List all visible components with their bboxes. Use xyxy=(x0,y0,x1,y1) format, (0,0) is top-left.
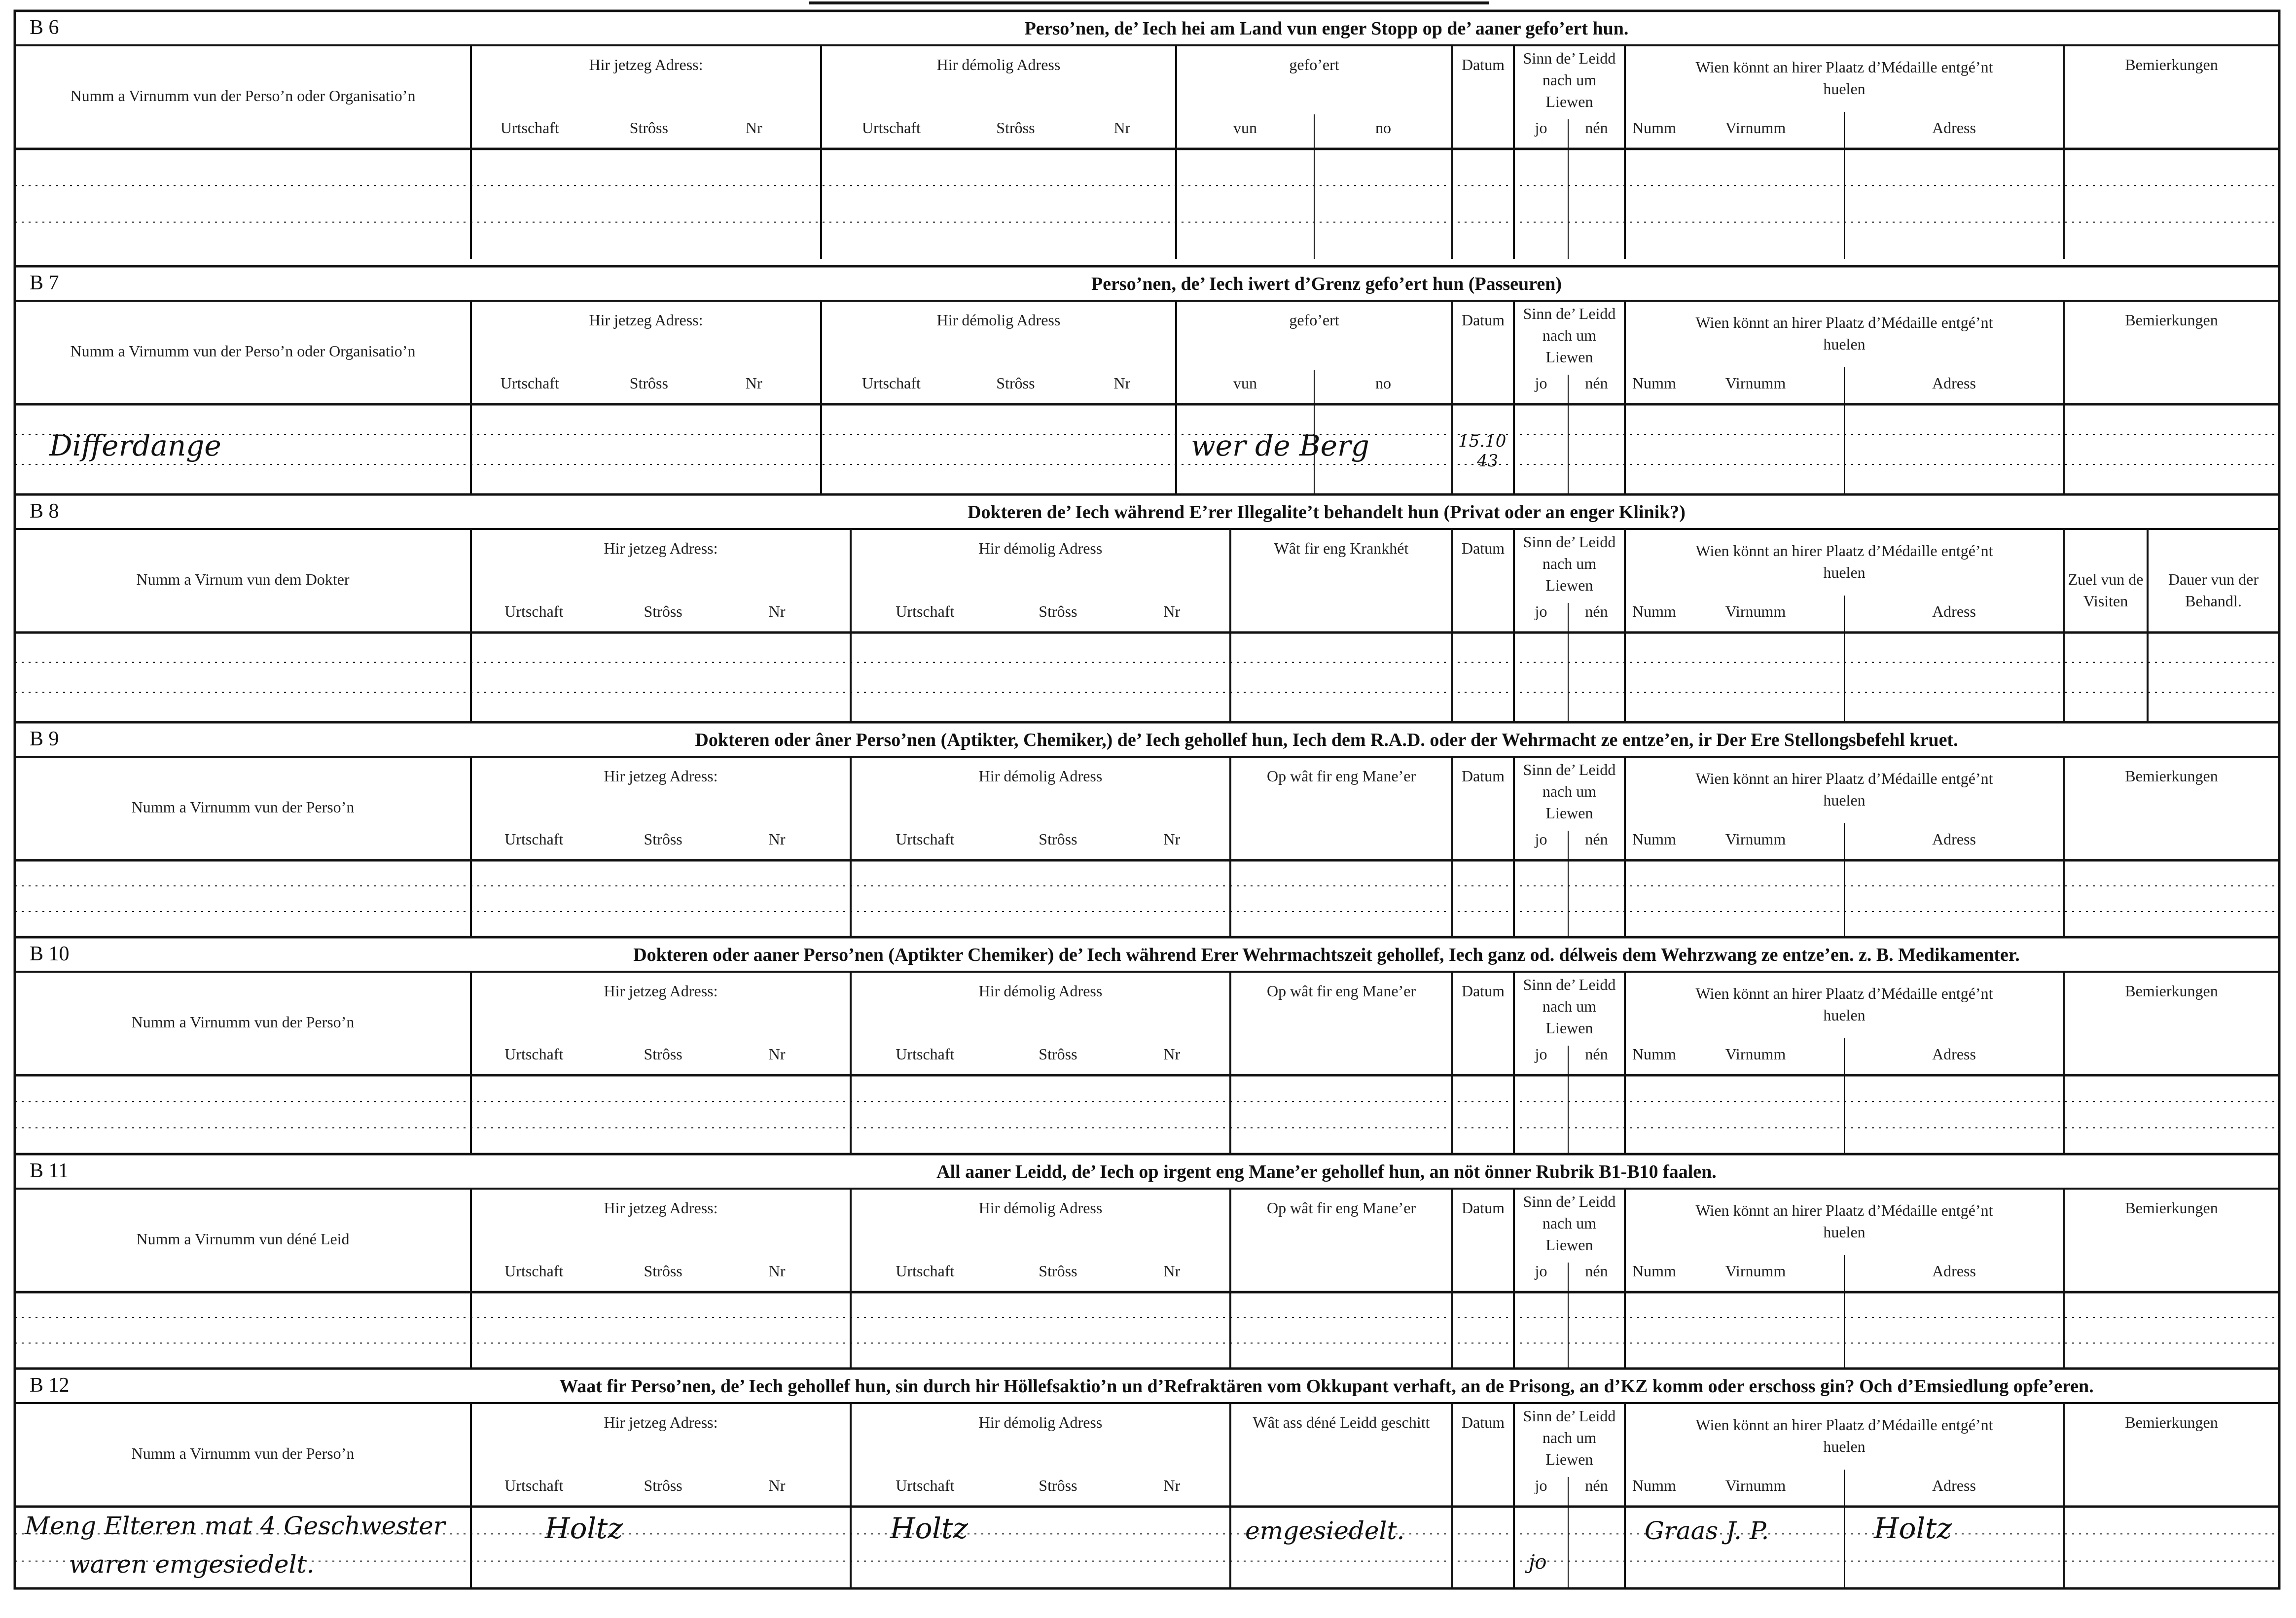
section-id: B 7 xyxy=(30,272,59,294)
town-subheader: Urtschaft xyxy=(504,1045,564,1063)
street-subheader: Strôss xyxy=(1039,1477,1077,1494)
town-subheader: Urtschaft xyxy=(896,830,955,848)
alive-no-subheader: nén xyxy=(1585,1045,1608,1063)
number-subheader: Nr xyxy=(1163,1045,1181,1063)
medal-address-subheader: Adress xyxy=(1932,1477,1976,1494)
alive-yes-subheader: jo xyxy=(1535,830,1547,848)
town-subheader: Urtschaft xyxy=(504,602,564,620)
handwritten-current-town: Holtz xyxy=(545,1512,623,1545)
medal-name-subheader: Numm xyxy=(1632,374,1676,392)
street-subheader: Strôss xyxy=(644,602,682,620)
handwritten-medal-name: Graas J. P. xyxy=(1645,1516,1769,1545)
medal-name-subheader: Numm xyxy=(1632,1477,1676,1494)
visits-header: Zuel vun de Visiten xyxy=(2068,570,2144,610)
medal-name-subheader: Numm xyxy=(1632,1262,1676,1280)
town-subheader: Urtschaft xyxy=(500,374,559,392)
medal-address-subheader: Adress xyxy=(1932,1262,1976,1280)
medal-firstname-subheader: Virnumm xyxy=(1725,119,1786,137)
section-title: Perso’nen, de’ Iech iwert d’Grenz gefo’ert hun (Passeuren) xyxy=(1091,274,1562,294)
medal-recipient-header: Wien könnt an hirer Plaatz d’Médaille entgé’nt huelen xyxy=(1695,1416,1993,1455)
street-subheader: Strôss xyxy=(629,119,668,137)
section-title: Waat fir Perso’nen, de’ Iech gehollef hun, sin durch hir Höllefsaktio’n un d’Refraktären vom Okkupant verhaft, an de Prisong, an d’KZ komm oder erschoss gin? Och d’Emsiedlung opfe’eren. xyxy=(559,1376,2094,1397)
street-subheader: Strôss xyxy=(644,1477,682,1494)
medal-recipient-header: Wien könnt an hirer Plaatz d’Médaille entgé’nt huelen xyxy=(1695,1201,1993,1241)
medal-address-subheader: Adress xyxy=(1932,374,1976,392)
name-column-header: Numm a Virnumm vun der Perso’n oder Organisatio’n xyxy=(70,87,416,105)
number-subheader: Nr xyxy=(745,374,762,392)
current-address-header: Hir jetzeg Adress: xyxy=(604,539,718,557)
handwritten-medal-address: Holtz xyxy=(1874,1512,1952,1545)
medal-firstname-subheader: Virnumm xyxy=(1725,602,1786,620)
medal-name-subheader: Numm xyxy=(1632,1045,1676,1063)
town-subheader: Urtschaft xyxy=(861,119,921,137)
former-address-header: Hir démolig Adress xyxy=(978,767,1103,785)
street-subheader: Strôss xyxy=(996,119,1035,137)
alive-no-subheader: nén xyxy=(1585,602,1608,620)
medal-name-subheader: Numm xyxy=(1632,602,1676,620)
remarks-header: Bemierkungen xyxy=(2125,1413,2218,1431)
handwritten-former-town: Holtz xyxy=(890,1512,968,1545)
number-subheader: Nr xyxy=(768,1045,786,1063)
medal-firstname-subheader: Virnumm xyxy=(1725,374,1786,392)
alive-header: Sinn de’ Leidd nach um Liewen xyxy=(1523,533,1616,594)
medal-recipient-header: Wien könnt an hirer Plaatz d’Médaille entgé’nt huelen xyxy=(1695,314,1993,353)
medal-recipient-header: Wien könnt an hirer Plaatz d’Médaille entgé’nt huelen xyxy=(1695,770,1993,809)
alive-header: Sinn de’ Leidd nach um Liewen xyxy=(1523,49,1616,110)
number-subheader: Nr xyxy=(1163,830,1181,848)
date-header: Datum xyxy=(1461,1413,1505,1431)
alive-no-subheader: nén xyxy=(1585,374,1608,392)
street-subheader: Strôss xyxy=(644,1262,682,1280)
number-subheader: Nr xyxy=(768,602,786,620)
middle-header: Wât ass déné Leidd geschitt xyxy=(1253,1413,1430,1431)
alive-yes-subheader: jo xyxy=(1535,119,1547,137)
medal-name-subheader: Numm xyxy=(1632,830,1676,848)
date-header: Datum xyxy=(1461,767,1505,785)
alive-header: Sinn de’ Leidd nach um Liewen xyxy=(1523,761,1616,822)
street-subheader: Strôss xyxy=(644,830,682,848)
treatment-duration-header: Dauer vun der Behandl. xyxy=(2168,570,2259,610)
handwritten-route: wer de Berg xyxy=(1191,429,1369,462)
to-subheader: no xyxy=(1375,374,1391,392)
medal-recipient-header: Wien könnt an hirer Plaatz d’Médaille entgé’nt huelen xyxy=(1695,58,1993,98)
street-subheader: Strôss xyxy=(1039,1262,1077,1280)
former-address-header: Hir démolig Adress xyxy=(936,311,1061,329)
former-address-header: Hir démolig Adress xyxy=(978,982,1103,1000)
date-header: Datum xyxy=(1461,311,1505,329)
alive-header: Sinn de’ Leidd nach um Liewen xyxy=(1523,1193,1616,1254)
street-subheader: Strôss xyxy=(1039,830,1077,848)
current-address-header: Hir jetzeg Adress: xyxy=(604,1199,718,1217)
current-address-header: Hir jetzeg Adress: xyxy=(589,56,703,73)
section-title: Perso’nen, de’ Iech hei am Land vun enger Stopp op de’ aaner gefo’ert hun. xyxy=(1024,18,1629,39)
remarks-header: Bemierkungen xyxy=(2125,1199,2218,1217)
handwritten-alive-yes: jo xyxy=(1529,1551,1547,1574)
remarks-header: Bemierkungen xyxy=(2125,56,2218,73)
remarks-header: Bemierkungen xyxy=(2125,982,2218,1000)
section-id: B 8 xyxy=(30,500,59,523)
transport-header: gefo’ert xyxy=(1289,311,1339,329)
town-subheader: Urtschaft xyxy=(504,1477,564,1494)
alive-header: Sinn de’ Leidd nach um Liewen xyxy=(1523,1407,1616,1468)
section-title: Dokteren oder aaner Perso’nen (Aptikter Chemiker) de’ Iech während Erer Wehrmachtszeit gehollef, Iech ganz od. délweis dem Wehrzwang ze entze’en. z. B. Medikamenter. xyxy=(633,945,2020,965)
street-subheader: Strôss xyxy=(644,1045,682,1063)
number-subheader: Nr xyxy=(1163,1262,1181,1280)
number-subheader: Nr xyxy=(768,830,786,848)
name-column-header: Numm a Virnumm vun der Perso’n xyxy=(131,1013,355,1031)
date-header: Datum xyxy=(1461,982,1505,1000)
handwritten-date-year: 43 xyxy=(1477,451,1499,471)
town-subheader: Urtschaft xyxy=(504,830,564,848)
medal-firstname-subheader: Virnumm xyxy=(1725,1045,1786,1063)
section-title: All aaner Leidd, de’ Iech op irgent eng Mane’er gehollef hun, an nöt önner Rubrik B1-B10 faalen. xyxy=(936,1161,1717,1182)
medal-firstname-subheader: Virnumm xyxy=(1725,1477,1786,1494)
name-column-header: Numm a Virnumm vun der Perso’n oder Organisatio’n xyxy=(70,342,416,360)
to-subheader: no xyxy=(1375,119,1391,137)
alive-no-subheader: nén xyxy=(1585,1477,1608,1494)
town-subheader: Urtschaft xyxy=(500,119,559,137)
name-column-header: Numm a Virnumm vun déné Leid xyxy=(136,1230,350,1248)
handwritten-name-line-2: waren emgesiedelt. xyxy=(69,1550,315,1579)
town-subheader: Urtschaft xyxy=(861,374,921,392)
from-subheader: vun xyxy=(1233,119,1257,137)
alive-yes-subheader: jo xyxy=(1535,1045,1547,1063)
town-subheader: Urtschaft xyxy=(504,1262,564,1280)
former-address-header: Hir démolig Adress xyxy=(978,1199,1103,1217)
from-subheader: vun xyxy=(1233,374,1257,392)
medal-recipient-header: Wien könnt an hirer Plaatz d’Médaille entgé’nt huelen xyxy=(1695,985,1993,1024)
handwritten-name: Differdange xyxy=(49,429,221,462)
handwritten-name-line-1: Meng Elteren mat 4 Geschwester xyxy=(25,1512,445,1540)
alive-header: Sinn de’ Leidd nach um Liewen xyxy=(1523,305,1616,366)
section-id: B 6 xyxy=(30,16,59,39)
former-address-header: Hir démolig Adress xyxy=(978,1413,1103,1431)
date-header: Datum xyxy=(1461,1199,1505,1217)
section-id: B 11 xyxy=(30,1160,69,1182)
medal-firstname-subheader: Virnumm xyxy=(1725,830,1786,848)
current-address-header: Hir jetzeg Adress: xyxy=(589,311,703,329)
section-id: B 12 xyxy=(30,1374,70,1397)
section-title: Dokteren de’ Iech während E’rer Illegalite’t behandelt hun (Privat oder an enger Klinik?) xyxy=(968,502,1686,523)
street-subheader: Strôss xyxy=(629,374,668,392)
medal-address-subheader: Adress xyxy=(1932,830,1976,848)
current-address-header: Hir jetzeg Adress: xyxy=(604,1413,718,1431)
former-address-header: Hir démolig Adress xyxy=(978,539,1103,557)
number-subheader: Nr xyxy=(745,119,762,137)
medal-recipient-header: Wien könnt an hirer Plaatz d’Médaille entgé’nt huelen xyxy=(1695,542,1993,581)
street-subheader: Strôss xyxy=(996,374,1035,392)
handwritten-what-happened: emgesiedelt. xyxy=(1245,1516,1405,1545)
alive-yes-subheader: jo xyxy=(1535,602,1547,620)
alive-no-subheader: nén xyxy=(1585,830,1608,848)
transport-header: gefo’ert xyxy=(1289,56,1339,73)
current-address-header: Hir jetzeg Adress: xyxy=(604,767,718,785)
alive-no-subheader: nén xyxy=(1585,1262,1608,1280)
middle-header: Op wât fir eng Mane’er xyxy=(1266,982,1416,1000)
alive-yes-subheader: jo xyxy=(1535,374,1547,392)
section-id: B 9 xyxy=(30,728,59,750)
medal-name-subheader: Numm xyxy=(1632,119,1676,137)
name-column-header: Numm a Virnumm vun der Perso’n xyxy=(131,1444,355,1462)
town-subheader: Urtschaft xyxy=(896,1045,955,1063)
street-subheader: Strôss xyxy=(1039,602,1077,620)
alive-yes-subheader: jo xyxy=(1535,1262,1547,1280)
town-subheader: Urtschaft xyxy=(896,1262,955,1280)
middle-header: Op wât fir eng Mane’er xyxy=(1266,767,1416,785)
date-header: Datum xyxy=(1461,539,1505,557)
number-subheader: Nr xyxy=(1113,374,1131,392)
middle-header: Op wât fir eng Mane’er xyxy=(1266,1199,1416,1217)
alive-no-subheader: nén xyxy=(1585,119,1608,137)
current-address-header: Hir jetzeg Adress: xyxy=(604,982,718,1000)
date-header: Datum xyxy=(1461,56,1505,73)
town-subheader: Urtschaft xyxy=(896,602,955,620)
name-column-header: Numm a Virnum vun dem Dokter xyxy=(136,570,350,588)
town-subheader: Urtschaft xyxy=(896,1477,955,1494)
medal-firstname-subheader: Virnumm xyxy=(1725,1262,1786,1280)
name-column-header: Numm a Virnumm vun der Perso’n xyxy=(131,798,355,816)
handwritten-date-day: 15.10 xyxy=(1458,431,1507,451)
remarks-header: Bemierkungen xyxy=(2125,311,2218,329)
medal-address-subheader: Adress xyxy=(1932,1045,1976,1063)
alive-header: Sinn de’ Leidd nach um Liewen xyxy=(1523,976,1616,1037)
alive-yes-subheader: jo xyxy=(1535,1477,1547,1494)
number-subheader: Nr xyxy=(1113,119,1131,137)
former-address-header: Hir démolig Adress xyxy=(936,56,1061,73)
medal-address-subheader: Adress xyxy=(1932,119,1976,137)
street-subheader: Strôss xyxy=(1039,1045,1077,1063)
number-subheader: Nr xyxy=(768,1477,786,1494)
remarks-header: Bemierkungen xyxy=(2125,767,2218,785)
section-id: B 10 xyxy=(30,943,70,965)
section-title: Dokteren oder âner Perso’nen (Aptikter, Chemiker,) de’ Iech gehollef hun, Iech dem R.A.D. oder der Wehrmacht ze entze’en, ir Der Ere Stellongsbefehl kruet. xyxy=(695,730,1958,750)
number-subheader: Nr xyxy=(1163,1477,1181,1494)
middle-header: Wât fir eng Krankhét xyxy=(1274,539,1409,557)
number-subheader: Nr xyxy=(768,1262,786,1280)
number-subheader: Nr xyxy=(1163,602,1181,620)
medal-address-subheader: Adress xyxy=(1932,602,1976,620)
